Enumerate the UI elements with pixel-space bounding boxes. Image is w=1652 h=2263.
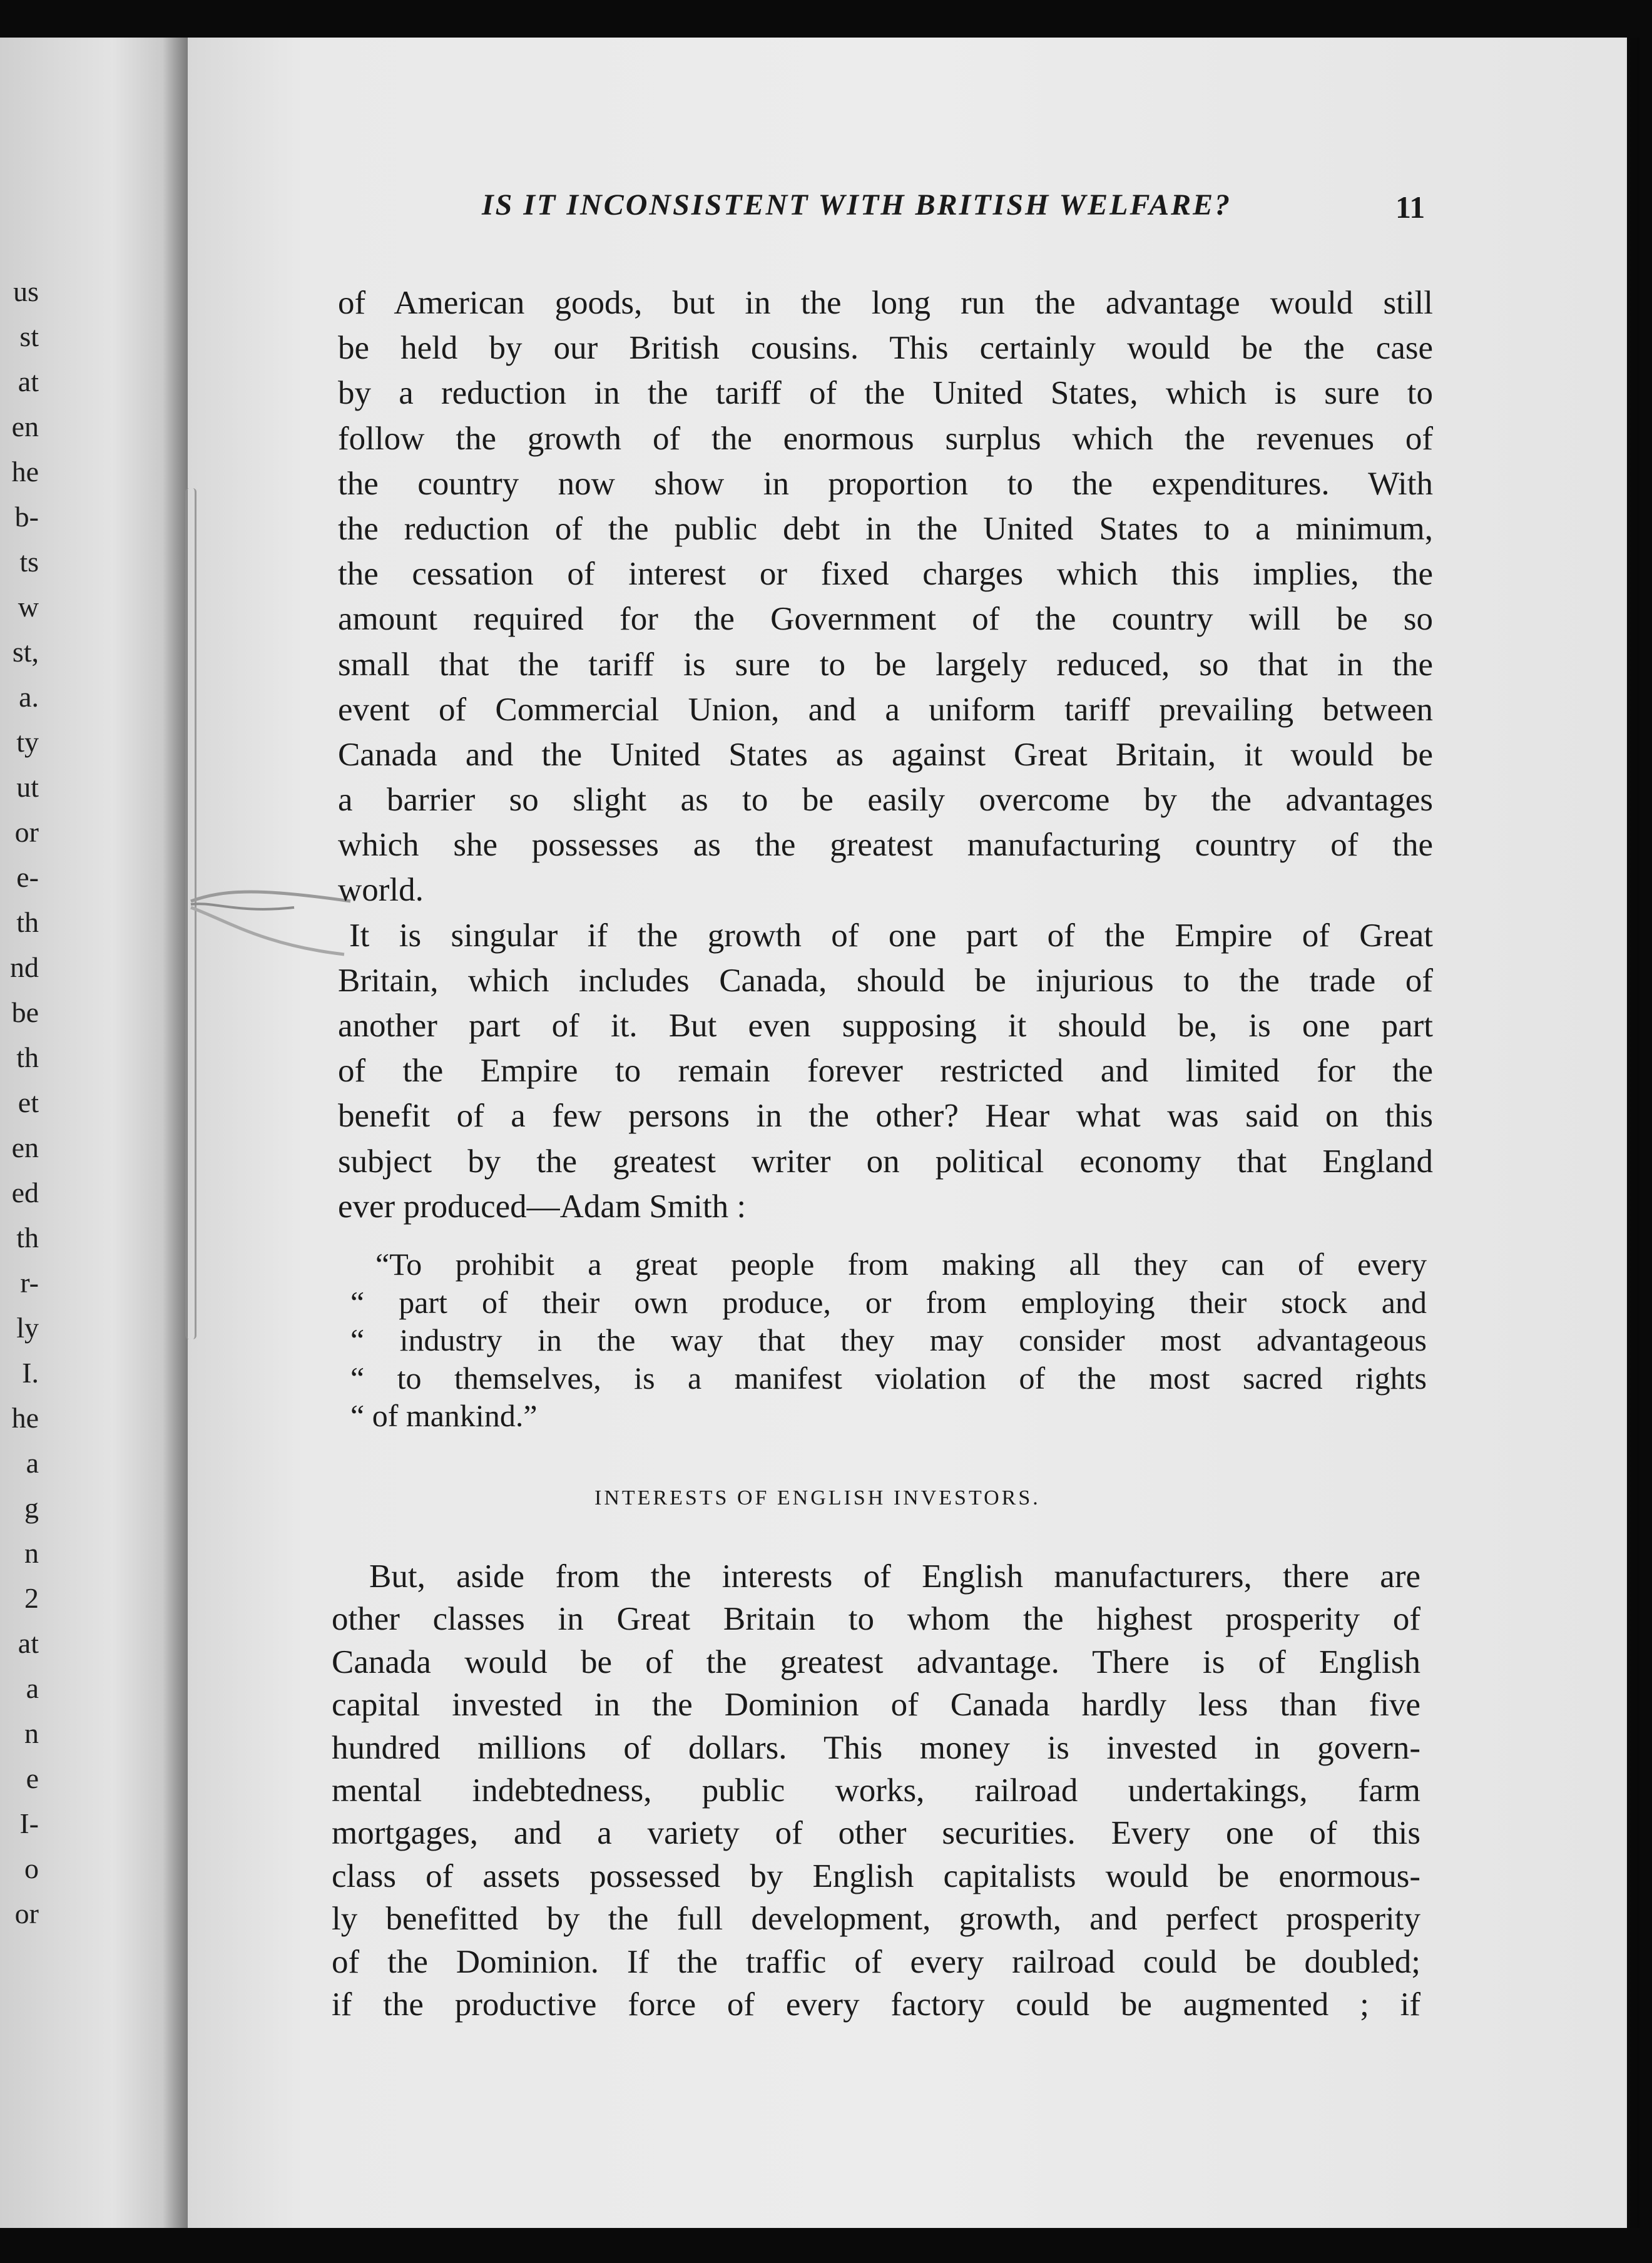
text-line: other classes in Great Britain to whom the highest prosperity of (332, 1601, 1420, 1638)
facing-page-fragment: g (24, 1492, 39, 1524)
text-line: subject by the greatest writer on political economy that England (338, 1143, 1433, 1180)
block-quote (350, 1245, 1427, 1435)
facing-page-fragment: a (26, 1672, 39, 1704)
facing-page-fragment: at (18, 1627, 39, 1659)
facing-page-fragment: st, (12, 636, 39, 668)
facing-page-fragment: w (18, 591, 39, 623)
facing-page-fragment: et (18, 1086, 39, 1118)
text-line: the country now show in proportion to the expenditures. With (338, 465, 1433, 502)
facing-page-fragment: I. (22, 1357, 39, 1389)
text-line: another part of it. But even supposing it should be, is one part (338, 1008, 1433, 1044)
text-line: which she possesses as the greatest manufacturing country of the (338, 827, 1433, 864)
page-number: 11 (1395, 190, 1425, 225)
facing-page-fragment: o (24, 1852, 39, 1884)
text-line: ly benefitted by the full development, growth, and perfect prosperity (332, 1901, 1420, 1938)
text-line: Canada and the United States as against Great Britain, it would be (338, 736, 1433, 773)
text-line: capital invested in the Dominion of Canada hardly less than five (332, 1687, 1420, 1724)
text-line: It is singular if the growth of one part of the Empire of Great (349, 917, 1433, 954)
facing-page-fragment: be (11, 996, 39, 1028)
facing-page-fragment: n (24, 1537, 39, 1569)
text-line: a barrier so slight as to be easily overcome by the advantages (338, 782, 1433, 819)
page-edge-shadow (1624, 38, 1639, 2228)
text-line: ever produced—Adam Smith : (338, 1188, 747, 1225)
facing-page-fragment: st (19, 320, 39, 352)
facing-page-fragment: us (13, 275, 39, 307)
text-line: of the Dominion. If the traffic of every railroad could be doubled; (332, 1943, 1420, 1980)
quote-line: “ part of their own produce, or from employing their stock and (350, 1284, 1427, 1320)
facing-page-fragment: en (11, 411, 39, 442)
facing-page-fragment: a (26, 1447, 39, 1479)
body-text (338, 280, 1433, 1229)
quote-line: “ industry in the way that they may consider most advantageous (350, 1322, 1427, 1357)
text-line: amount required for the Government of the country will be so (338, 601, 1433, 638)
facing-page-fragment: ed (11, 1177, 39, 1208)
facing-page-fragment: n (24, 1717, 39, 1749)
text-line: the cessation of interest or fixed charges which this implies, the (338, 556, 1433, 593)
text-line: benefit of a few persons in the other? Hear what was said on this (338, 1098, 1433, 1135)
facing-page-fragment: he (11, 1402, 39, 1434)
facing-page-fragment: th (16, 1222, 39, 1254)
facing-page-fragment: b- (14, 501, 39, 533)
facing-page-fragment: ut (16, 771, 39, 803)
facing-page-fragment: th (16, 906, 39, 938)
facing-page-fragment: r- (20, 1267, 39, 1299)
facing-page-fragment: ly (16, 1312, 39, 1344)
section-heading: INTERESTS OF ENGLISH INVESTORS. (594, 1486, 1041, 1510)
facing-page-fragment: e (26, 1762, 39, 1794)
paragraph-1 (338, 280, 1433, 913)
text-line: class of assets possessed by English capitalists would be enormous- (332, 1857, 1420, 1894)
quote-line: “To prohibit a great people from making all they can of every (375, 1247, 1427, 1282)
text-line: of the Empire to remain forever restricted and limited for the (338, 1053, 1433, 1090)
text-line: the reduction of the public debt in the United States to a minimum, (338, 510, 1433, 547)
text-line: mortgages, and a variety of other securities. Every one of this (332, 1815, 1420, 1852)
facing-page-fragment: or (14, 816, 39, 848)
running-head: IS IT INCONSISTENT WITH BRITISH WELFARE? (482, 188, 1232, 222)
text-line: if the productive force of every factory could be augmented ; if (332, 1986, 1420, 2023)
text-line: be held by our British cousins. This certainly would be the case (338, 330, 1433, 367)
facing-page-fragment: ts (19, 546, 39, 578)
quote-line: “ to themselves, is a manifest violation of the most sacred rights (350, 1360, 1427, 1396)
facing-page-fragment: en (11, 1132, 39, 1163)
text-line: Britain, which includes Canada, should be injurious to the trade of (338, 962, 1433, 999)
text-line: of American goods, but in the long run the advantage would still (338, 285, 1433, 321)
binding-thread-knot (188, 882, 363, 958)
facing-page-fragment: 2 (24, 1582, 39, 1614)
text-line: Canada would be of the greatest advantage. There is of English (332, 1643, 1420, 1680)
facing-page-fragment: ty (16, 726, 39, 758)
facing-page-fragment: th (16, 1041, 39, 1073)
facing-page-text-fragments (0, 269, 39, 1936)
facing-page-fragment: nd (10, 951, 39, 983)
facing-page-fragment: or (14, 1898, 39, 1929)
facing-page-fragment: a. (19, 681, 39, 713)
facing-page-fragment: e- (16, 861, 39, 893)
facing-page-fragment: he (11, 456, 39, 488)
section-paragraph (332, 1555, 1420, 2026)
text-line: mental indebtedness, public works, railroad undertakings, farm (332, 1772, 1420, 1809)
text-line: follow the growth of the enormous surplus which the revenues of (338, 420, 1433, 457)
text-line: hundred millions of dollars. This money is invested in govern- (332, 1729, 1420, 1766)
quote-line: “ of mankind.” (350, 1398, 538, 1433)
text-line: small that the tariff is sure to be largely reduced, so that in the (338, 646, 1433, 683)
facing-page-fragment: at (18, 365, 39, 397)
text-line: event of Commercial Union, and a uniform tariff prevailing between (338, 691, 1433, 728)
text-line: world. (338, 872, 424, 909)
text-line: But, aside from the interests of English manufacturers, there are (369, 1558, 1420, 1595)
facing-page-fragment: I- (19, 1807, 39, 1839)
text-line: by a reduction in the tariff of the United States, which is sure to (338, 375, 1433, 412)
paragraph-2 (338, 913, 1433, 1229)
